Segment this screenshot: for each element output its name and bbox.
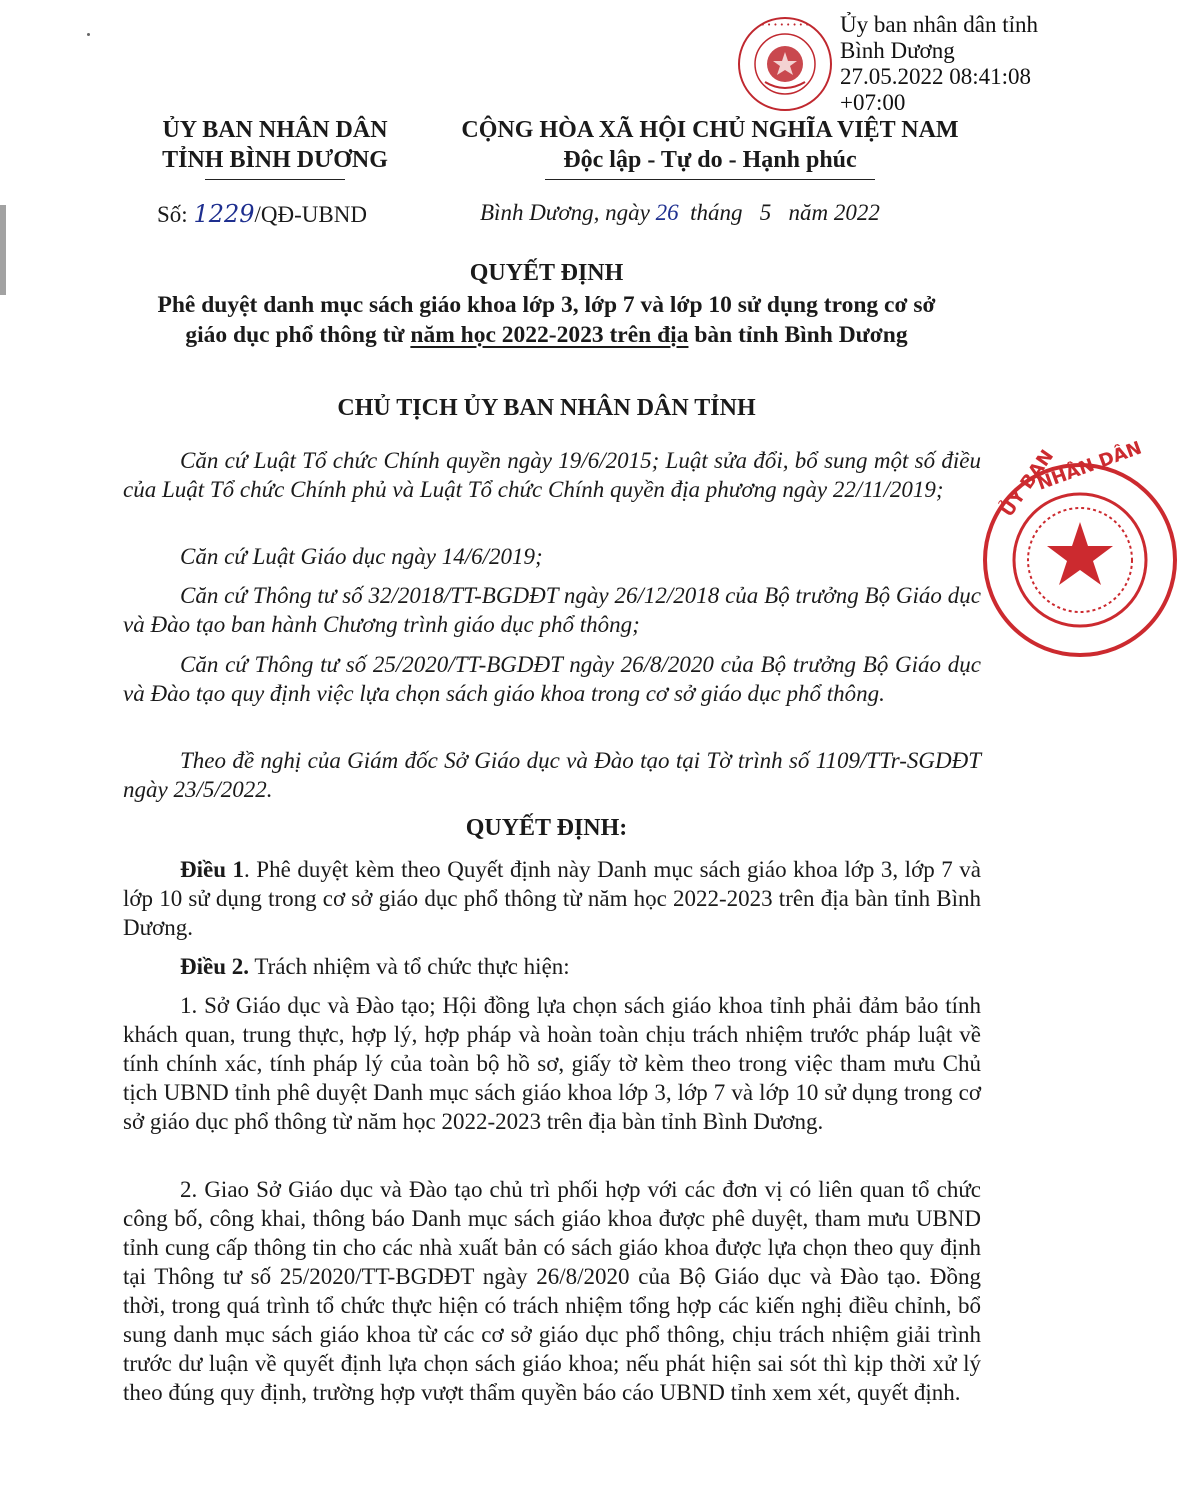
- subject-part-a: giáo dục phổ thông từ: [185, 322, 411, 348]
- decision-title: QUYẾT ĐỊNH: [469, 260, 624, 286]
- authority-line-1: ỦY BAN NHÂN DÂN: [162, 117, 388, 143]
- legal-basis-3: Căn cứ Thông tư số 32/2018/TT-BGDĐT ngày 26/12/2018 của Bộ trưởng Bộ Giáo dục và Đào tạo ban hành Chương trình giáo dục phổ thông;: [123, 583, 981, 637]
- number-handwritten: 1229: [193, 200, 255, 228]
- country-name: CỘNG HÒA XÃ HỘI CHỦ NGHĨA VIỆT NAM: [461, 117, 959, 143]
- number-suffix: /QĐ-UBND: [254, 202, 367, 227]
- motto-underline: [545, 179, 875, 180]
- decision-subject: [0, 290, 1093, 350]
- subject-underlined: năm học 2022-2023 trên địa: [410, 322, 689, 348]
- legal-basis-4: Căn cứ Thông tư số 25/2020/TT-BGDĐT ngày 26/8/2020 của Bộ trưởng Bộ Giáo dục và Đào tạo quy định việc lựa chọn sách giáo khoa trong cơ sở giáo dục phổ thông.: [123, 652, 981, 706]
- national-motto-header: [430, 115, 990, 180]
- signature-org: Ủy ban nhân dân tỉnh: [840, 12, 1039, 37]
- document-date: [480, 200, 880, 226]
- date-place: Bình Dương, ngày: [480, 200, 656, 225]
- document-number: [157, 200, 367, 228]
- svg-text:ỦY BAN: ỦY BAN: [996, 446, 1059, 521]
- subject-part-b: bàn tỉnh Bình Dương: [688, 322, 908, 348]
- decide-heading: QUYẾT ĐỊNH:: [465, 815, 628, 841]
- legal-basis-5: Theo đề nghị của Giám đốc Sở Giáo dục và Đào tạo tại Tờ trình số 1109/TTr-SGDĐT ngày 23/5/2022.: [123, 748, 981, 802]
- digital-signature-seal-icon: [735, 14, 835, 114]
- article-1-label: Điều 1: [180, 857, 245, 882]
- number-prefix: Số:: [157, 202, 194, 227]
- authority-underline: [205, 179, 345, 180]
- article-2: [123, 952, 981, 981]
- svg-text:• • • • • • • •: • • • • • • • •: [760, 21, 810, 29]
- national-motto: Độc lập - Tự do - Hạnh phúc: [563, 147, 857, 173]
- signature-province: Bình Dương: [840, 38, 955, 63]
- authority-line-2: TỈNH BÌNH DƯƠNG: [162, 147, 388, 173]
- legal-basis-2: Căn cứ Luật Giáo dục ngày 14/6/2019;: [180, 544, 543, 569]
- digital-signature-info: [840, 12, 1038, 116]
- subject-line-1: Phê duyệt danh mục sách giáo khoa lớp 3, lớp 7 và lớp 10 sử dụng trong cơ sở: [157, 292, 936, 318]
- date-month-year: tháng 5 năm 2022: [678, 200, 880, 225]
- official-red-seal-icon: [980, 437, 1180, 660]
- signature-timestamp: 27.05.2022 08:41:08: [840, 64, 1032, 89]
- issuing-authority-header: [110, 115, 440, 180]
- svg-text:NHÂN DÂN: NHÂN DÂN: [1034, 437, 1145, 495]
- article-2-text: Trách nhiệm và tổ chức thực hiện:: [249, 954, 570, 979]
- subject-line-2: [0, 320, 1093, 350]
- legal-basis-1: Căn cứ Luật Tổ chức Chính quyền ngày 19/6/2015; Luật sửa đổi, bổ sung một số điều của Luật Tổ chức Chính phủ và Luật Tổ chức Chính quyền địa phương ngày 22/11/2019;: [123, 448, 981, 502]
- article-1-text: . Phê duyệt kèm theo Quyết định này Danh mục sách giáo khoa lớp 3, lớp 7 và lớp 10 sử dụng trong cơ sở giáo dục phổ thông từ năm học 2022-2023 trên địa bàn tỉnh Bình Dương.: [123, 857, 981, 940]
- signature-timezone: +07:00: [840, 90, 906, 115]
- article-2-clause-1: 1. Sở Giáo dục và Đào tạo; Hội đồng lựa chọn sách giáo khoa tỉnh phải đảm bảo tính khách quan, trung thực, hợp lý, hợp pháp và hoàn toàn chịu trách nhiệm trước pháp luật về tính chính xác, tính pháp lý của toàn bộ hồ sơ, giấy tờ kèm theo trong việc tham mưu Chủ tịch UBND tỉnh phê duyệt Danh mục sách giáo khoa lớp 3, lớp 7 và lớp 10 sử dụng trong cơ sở giáo dục phổ thông từ năm học 2022-2023 trên địa bàn tỉnh Bình Dương.: [123, 993, 981, 1134]
- article-2-clause-2: 2. Giao Sở Giáo dục và Đào tạo chủ trì phối hợp với các đơn vị có liên quan tổ chức công bố, công khai, thông báo Danh mục sách giáo khoa được phê duyệt, tham mưu UBND tỉnh cung cấp thông tin cho các nhà xuất bản có sách giáo khoa được lựa chọn theo quy định tại Thông tư số 25/2020/TT-BGDĐT ngày 26/8/2020 của Bộ Giáo dục và Đào tạo. Đồng thời, trong quá trình tổ chức thực hiện có trách nhiệm tổng hợp các kiến nghị điều chỉnh, bổ sung danh mục sách giáo khoa từ các cơ sở giáo dục phổ thông, chịu trách nhiệm giải trình trước dư luận về quyết định lựa chọn sách giáo khoa; nếu phát hiện sai sót thì kịp thời xử lý theo đúng quy định, trường hợp vượt thẩm quyền báo cáo UBND tỉnh xem xét, quyết định.: [123, 1177, 981, 1405]
- authority-title: CHỦ TỊCH ỦY BAN NHÂN DÂN TỈNH: [337, 395, 756, 421]
- scan-speck: [87, 33, 90, 36]
- date-day-handwritten: 26: [655, 200, 679, 225]
- article-2-label: Điều 2.: [180, 954, 249, 979]
- article-1: [123, 855, 981, 942]
